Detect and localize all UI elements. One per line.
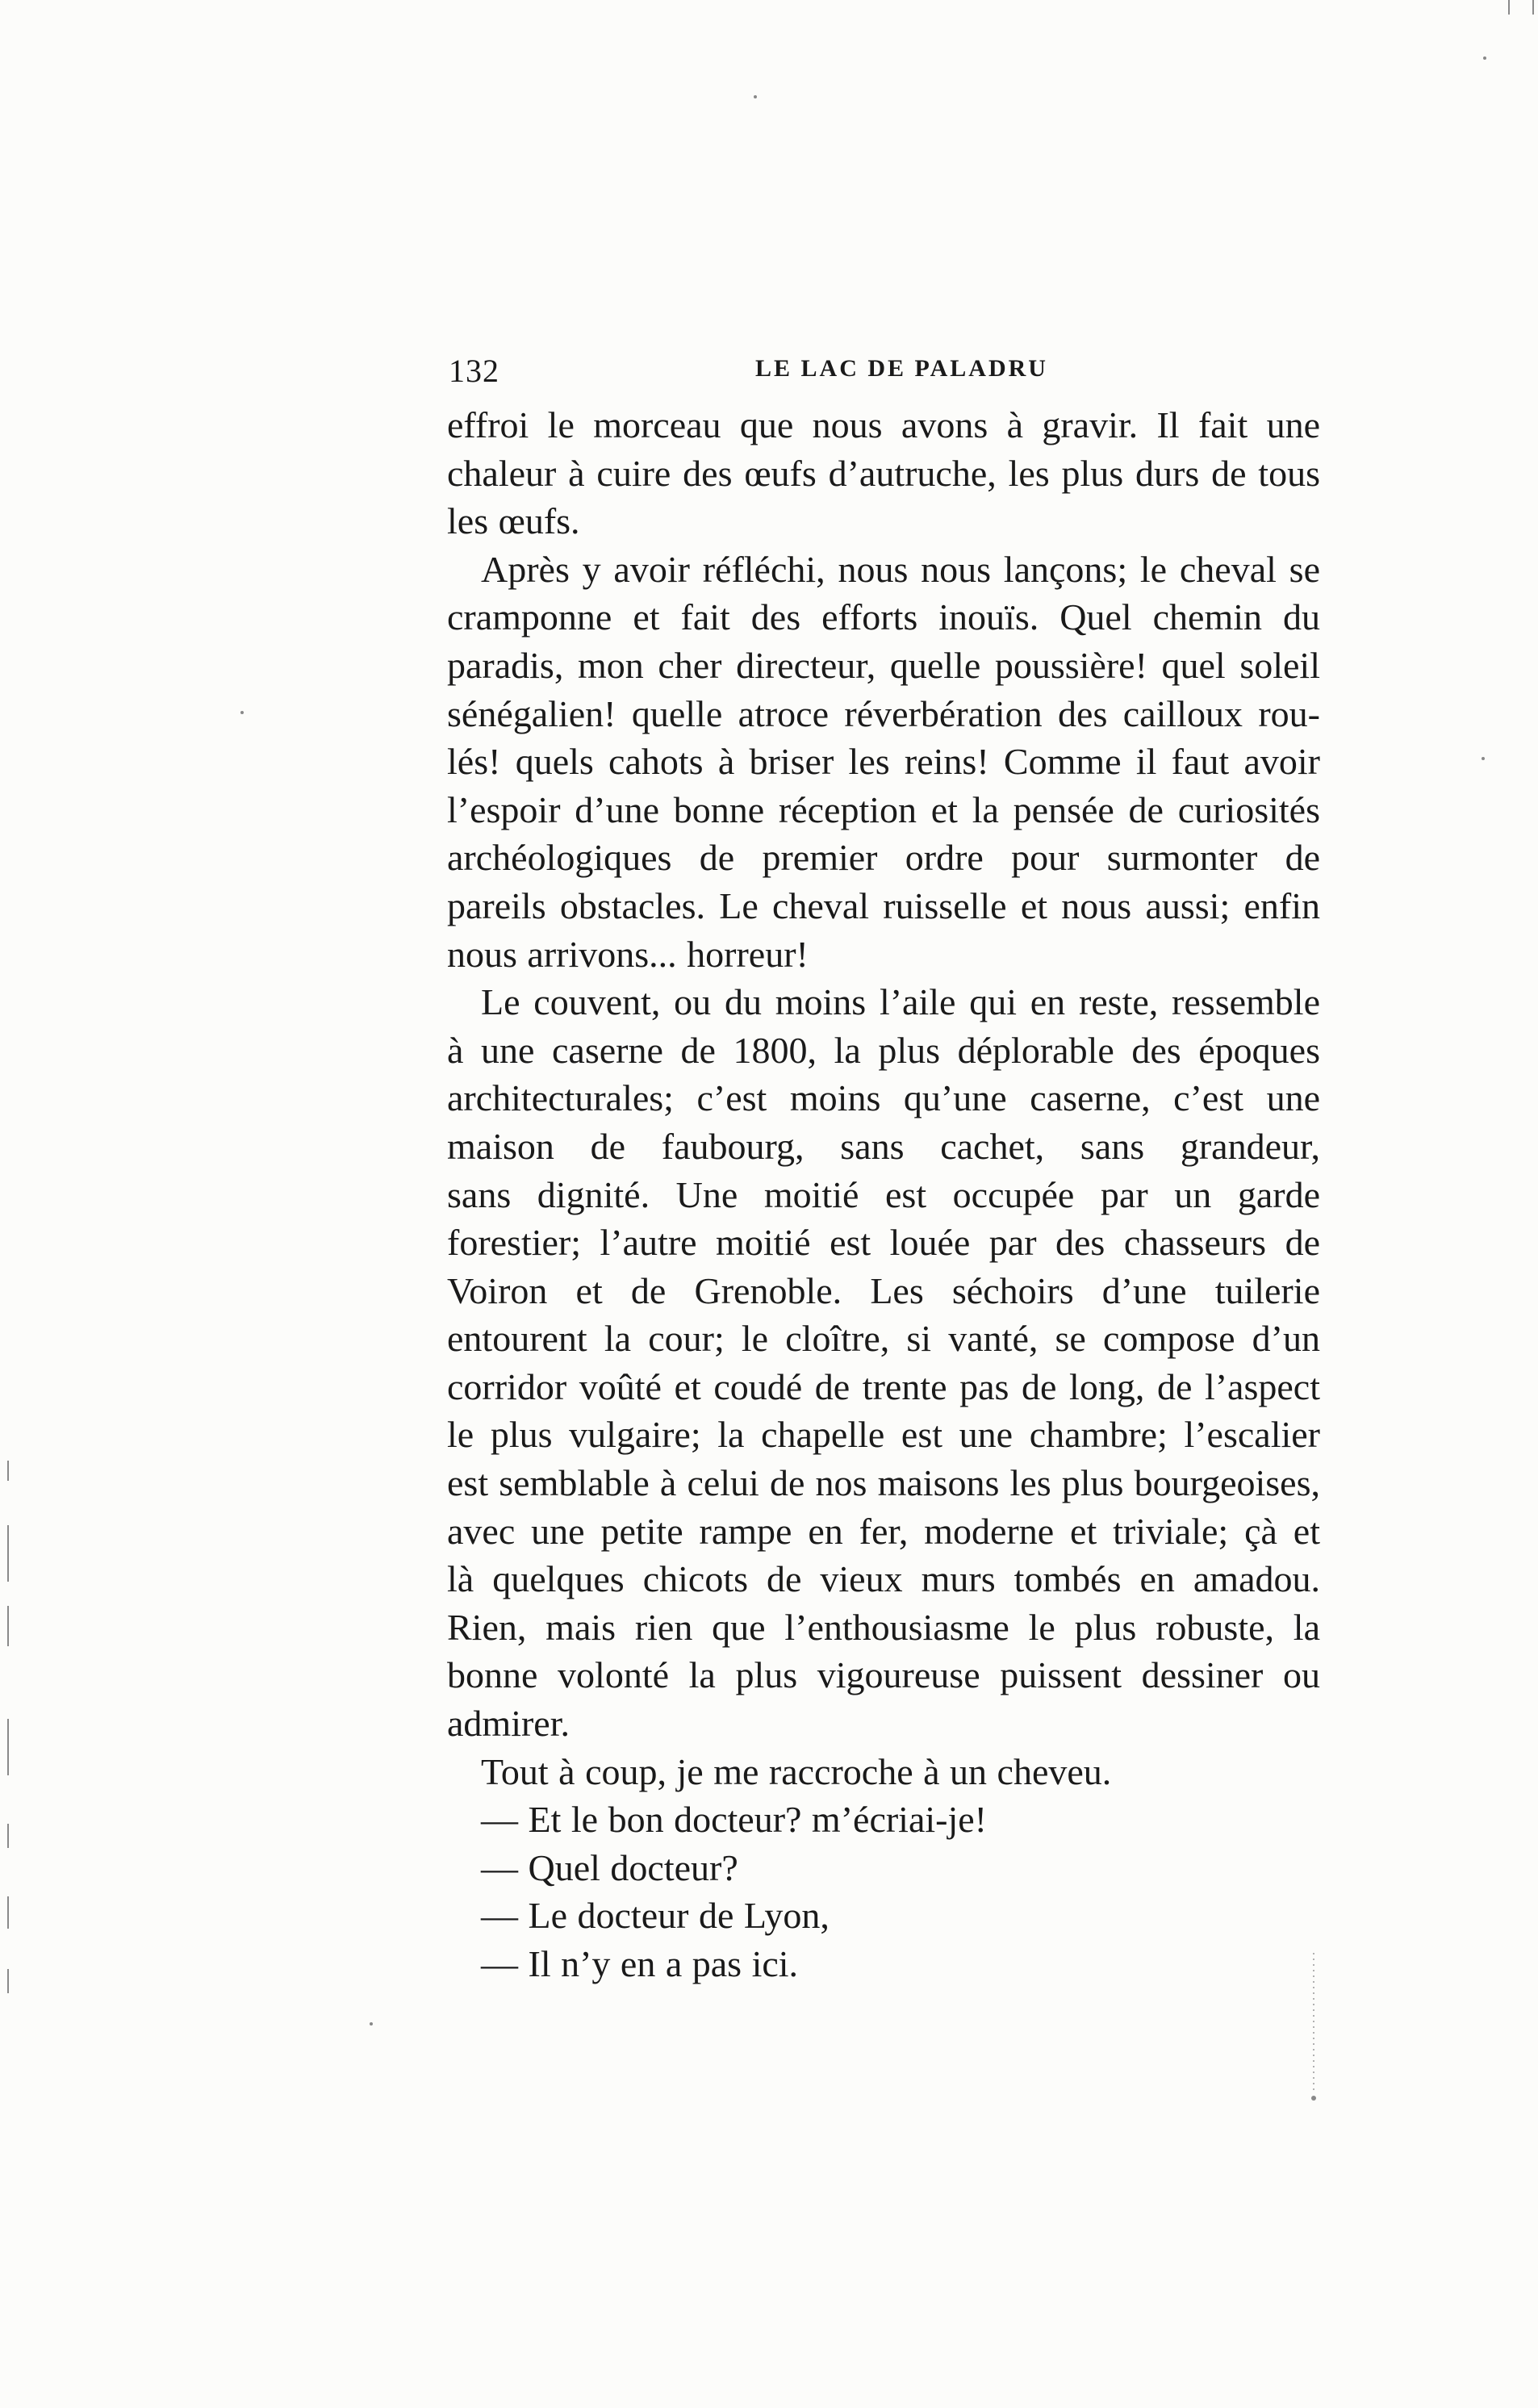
text-line: Après y avoir réfléchi, nous nous lançons; le cheval se	[481, 548, 1320, 590]
text-line: Rien, mais rien que l’enthousiasme le plus robuste, la	[447, 1606, 1320, 1648]
text-line: paradis, mon cher directeur, quelle poussière! quel soleil	[447, 644, 1320, 686]
text-line: entourent la cour; le cloître, si vanté, se compose d’un	[447, 1318, 1320, 1360]
text-line: forestier; l’autre moitié est louée par des chasseurs de	[447, 1222, 1320, 1264]
text-line: architecturales; c’est moins qu’une caserne, c’est une	[447, 1077, 1320, 1119]
body-text	[447, 401, 1320, 1988]
text-line: chaleur à cuire des œufs d’autruche, les plus durs de tous	[447, 452, 1320, 494]
page-number: 132	[449, 353, 499, 389]
text-line: lés! quels cahots à briser les reins! Comme il faut avoir	[447, 741, 1320, 783]
text-line: — Il n’y en a pas ici.	[481, 1943, 799, 1984]
text-line: sénégalien! quelle atroce réverbération des cailloux rou-	[447, 692, 1320, 734]
text-line: maison de faubourg, sans cachet, sans grandeur,	[447, 1125, 1320, 1167]
text-line: l’espoir d’une bonne réception et la pensée de curiosités	[447, 788, 1320, 830]
text-line: archéologiques de premier ordre pour surmonter de	[447, 837, 1320, 879]
text-line: effroi le morceau que nous avons à gravir. Il fait une	[447, 404, 1320, 445]
text-line: admirer.	[447, 1703, 570, 1745]
running-title: LE LAC DE PALADRU	[755, 355, 1048, 382]
page-header	[449, 352, 1322, 394]
text-line: à une caserne de 1800, la plus déplorable des époques	[447, 1029, 1320, 1071]
text-line: — Le docteur de Lyon,	[481, 1895, 830, 1937]
text-line: corridor voûté et coudé de trente pas de long, de l’aspect	[447, 1365, 1320, 1407]
text-line: là quelques chicots de vieux murs tombés en amadou.	[447, 1558, 1320, 1600]
text-line: sans dignité. Une moitié est occupée par un garde	[447, 1173, 1320, 1215]
text-line: le plus vulgaire; la chapelle est une chambre; l’escalier	[447, 1414, 1320, 1456]
text-line: est semblable à celui de nos maisons les plus bourgeoises,	[447, 1462, 1320, 1504]
text-line: — Quel docteur?	[481, 1846, 738, 1888]
text-line: — Et le bon docteur? m’écriai-je!	[481, 1799, 987, 1841]
text-line: avec une petite rampe en fer, moderne et triviale; çà et	[447, 1510, 1320, 1552]
text-line: Voiron et de Grenoble. Les séchoirs d’une tuilerie	[447, 1269, 1320, 1311]
text-line: Le couvent, ou du moins l’aile qui en reste, ressemble	[481, 981, 1320, 1023]
text-line: cramponne et fait des efforts inouïs. Quel chemin du	[447, 596, 1320, 638]
text-line: pareils obstacles. Le cheval ruisselle et nous aussi; enfin	[447, 884, 1320, 926]
text-line: Tout à coup, je me raccroche à un cheveu.	[481, 1750, 1112, 1792]
text-line: nous arrivons... horreur!	[447, 933, 809, 975]
text-line: les œufs.	[447, 500, 580, 542]
text-line: bonne volonté la plus vigoureuse puissent dessiner ou	[447, 1654, 1320, 1696]
